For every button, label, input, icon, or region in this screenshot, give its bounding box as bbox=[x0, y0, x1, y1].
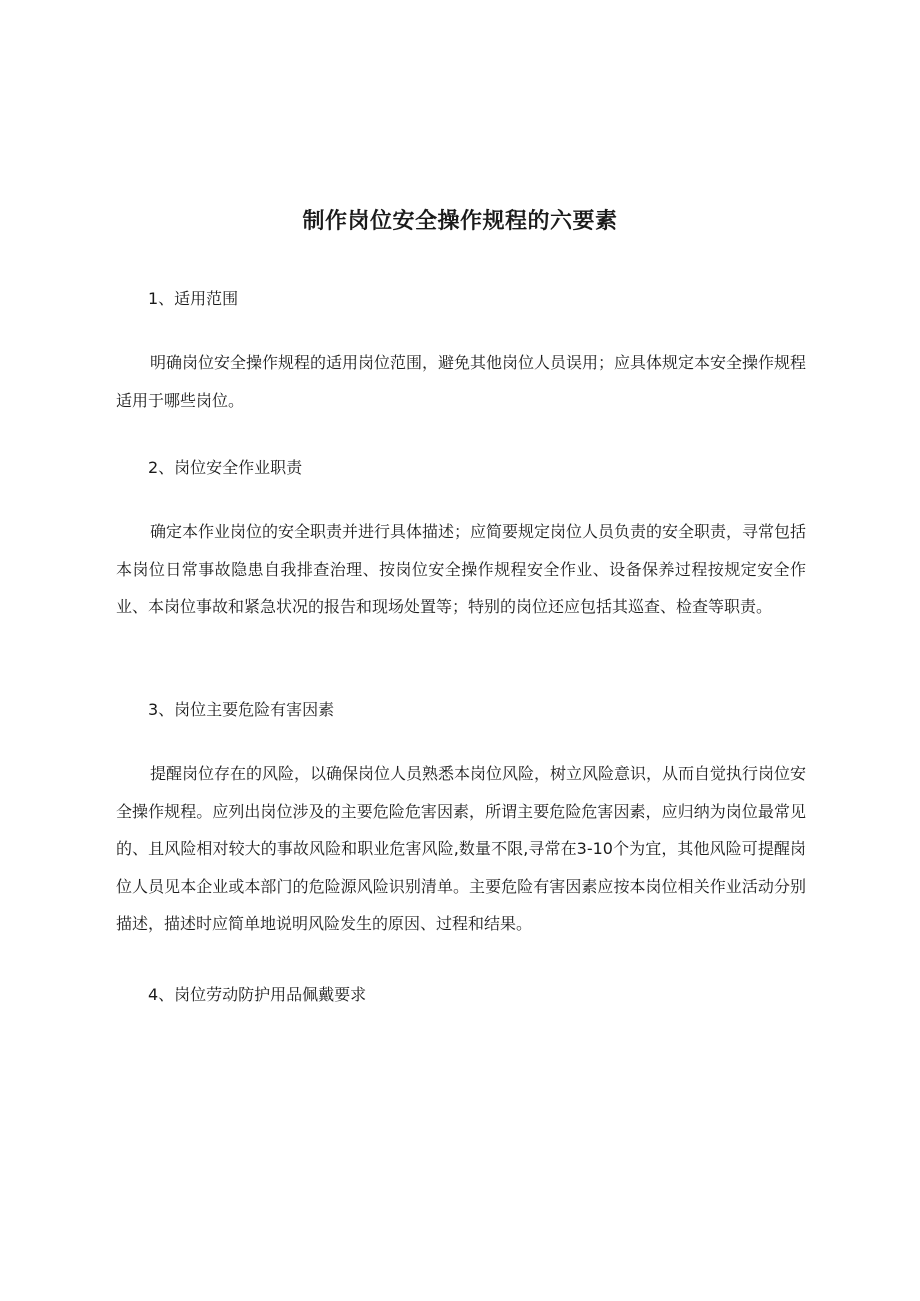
section-body-3: 提醒岗位存在的风险，以确保岗位人员熟悉本岗位风险，树立风险意识，从而自觉执行岗位安全操作规程。应列出岗位涉及的主要危险危害因素，所谓主要危险危害因素，应归纳为岗位最常见的、且风险相对较大的事故风险和职业危害风险,数量不限,寻常在3-10个为宜，其他风险可提醒岗位人员见本企业或本部门的危险源风险识别清单。主要危险有害因素应按本岗位相关作业活动分别描述，描述时应简单地说明风险发生的原因、过程和结果。 bbox=[116, 764, 807, 933]
page-title: 制作岗位安全操作规程的六要素 bbox=[302, 209, 618, 234]
section-heading-1: 1、适用范围 bbox=[148, 289, 239, 308]
section-body-2: 确定本作业岗位的安全职责并进行具体描述；应简要规定岗位人员负责的安全职责，寻常包括本岗位日常事故隐患自我排查治理、按岗位安全操作规程安全作业、设备保养过程按规定安全作业、本岗位事故和紧急状况的报告和现场处置等；特别的岗位还应包括其巡查、检查等职责。 bbox=[116, 522, 807, 616]
section-heading-2: 2、岗位安全作业职责 bbox=[148, 458, 303, 477]
section-heading-4: 4、岗位劳动防护用品佩戴要求 bbox=[148, 985, 367, 1004]
section-body-1: 明确岗位安全操作规程的适用岗位范围，避免其他岗位人员误用；应具体规定本安全操作规程适用于哪些岗位。 bbox=[116, 353, 807, 410]
section-heading-3: 3、岗位主要危险有害因素 bbox=[148, 700, 335, 719]
